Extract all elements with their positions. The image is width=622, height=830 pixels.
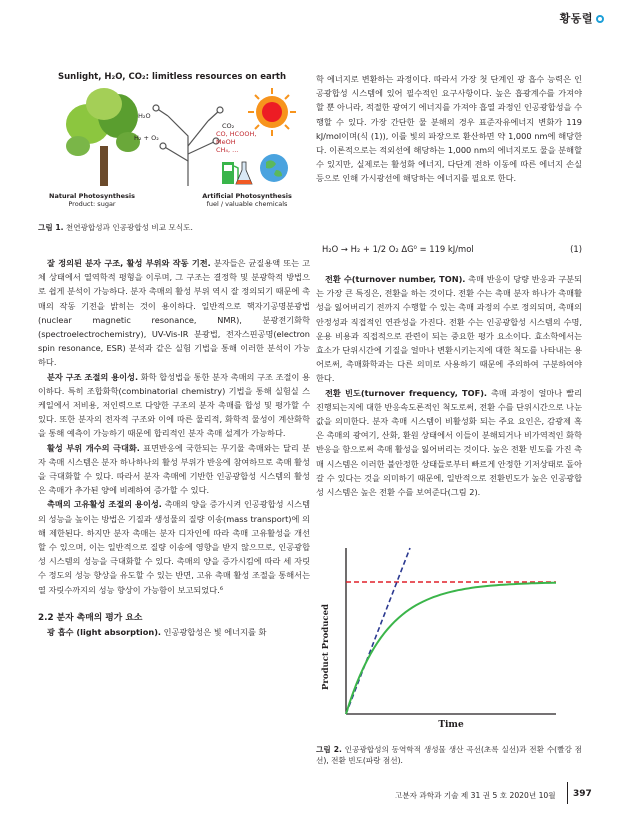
x-axis-label: Time	[438, 720, 464, 730]
paragraph-tof	[316, 386, 582, 500]
figure-2-caption	[316, 744, 582, 766]
artificial-tree-icon	[153, 105, 223, 186]
paragraph-text: 분자들은 균질용액 또는 고체 상태에서 열역학적 평형을 이루며, 그 구조는 결정학 및 분광학적 방법으로 쉽게 분석이 가능하다. 분자 촉매의 활성 부위 역시 잘 정의되기 때문에 촉매의 작동 기전을 밝히는 것이 용이하다. 일반적으로 핵자기공명분광법(nuclear magnetic resonance, NMR), 분광전기화학(spectroelectrochemistry), UV-Vis-IR 분광법, 전자스핀공명(electron spin resonance, ESR) 분석과 같은 실험 기법을 통해 이러한 분석이 가능하다.	[38, 258, 310, 368]
figure-1-caption	[38, 222, 310, 233]
paragraph-light-absorption	[38, 625, 310, 639]
paragraph-text: 인공광합성은 빛 에너지를 화	[161, 627, 267, 638]
paragraph-lead: 잘 정의된 분자 구조, 활성 부위와 작동 기전.	[47, 258, 211, 268]
natural-product-label: Product: sugar	[68, 200, 116, 208]
paragraph-intrinsic-activity	[38, 497, 310, 596]
products-label: CO, HCOOH, MeOH CH₄, ...	[216, 130, 257, 154]
author-name: 황동렬	[559, 12, 593, 25]
equation-1	[322, 244, 582, 254]
paragraph-lead: 광 흡수 (light absorption).	[47, 627, 162, 638]
y-axis-label-wrap	[314, 598, 338, 698]
paragraph-active-sites	[38, 441, 310, 498]
paragraph-text: 표면반응에 국한되는 무기물 촉매와는 달리 분자 촉매 시스템은 분자 하나하나의 활성 부위가 반응에 참여하므로 촉매 활성을 극대화할 수 있다. 따라서 분자 촉매에 기반한 인공광합성 시스템의 활성은 촉매가 추가된 양에 비례하여 증가할 수 있다.	[38, 442, 310, 496]
figure-2-caption-text: 인공광합성의 동역학적 생성물 생산 곡선(초록 실선)과 전환 수(빨강 점선), 전환 빈도(파랑 점선).	[316, 745, 582, 765]
fuel-pump-icon	[222, 162, 238, 184]
h2o-label: H₂O	[138, 112, 151, 120]
footer-divider	[567, 782, 568, 804]
artificial-product-label: fuel / valuable chemicals	[206, 200, 288, 208]
natural-tree-icon	[66, 88, 140, 186]
figure-1-title: Sunlight, H₂O, CO₂: limitless resources on earth	[57, 72, 287, 82]
y-axis-label: Product Produced	[321, 604, 331, 690]
figure-2-plot	[316, 538, 582, 736]
figure-1	[38, 66, 306, 212]
paragraph-ton	[316, 272, 582, 386]
equation-number: (1)	[570, 244, 582, 254]
co2-label: CO₂	[222, 122, 235, 130]
paragraph-lead: 전환 수(turnover number, TON).	[325, 274, 466, 284]
header-circle-icon	[596, 15, 604, 23]
figure-2	[316, 538, 582, 736]
journal-footer: 고분자 과학과 기술 제 31 권 5 호 2020년 10월	[395, 791, 556, 800]
natural-photosynthesis-label: Natural Photosynthesis	[49, 192, 135, 200]
right-column-top	[316, 72, 582, 186]
paragraph-lead: 분자 구조 조절의 용이성.	[47, 371, 139, 382]
figure-1-caption-number: 그림 1.	[38, 223, 64, 232]
right-column-body	[316, 272, 582, 499]
paragraph-light-absorption-continued: 학 에너지로 변환하는 과정이다. 따라서 가장 첫 단계인 광 흡수 능력은 인공광합성 시스템에 있어 필수적인 요구사항이다. 높은 흡광계수를 가져야 할 뿐 아니라, 적절한 광여기 에너지를 가져야 흡열 과정인 인공광합성을 수행할 수 있다. 가장 간단한 물 분해의 경우 표준자유에너지 변화가 119 kJ/mol이며(식 (1)), 이를 빛의 파장으로 환산하면 약 1,000 nm에 해당한다. 이론적으로는 적외선에 해당하는 1,000 nm의 에너지로도 물을 분해할 수 있지만, 실제로는 활성화 에너지, 다단계 전하 이동에 따른 에너지 손실 등으로 인해 가시광선에 해당하는 에너지를 필요로 한다.	[316, 74, 582, 184]
paragraph-structure	[38, 256, 310, 370]
figure-1-illustration	[38, 66, 306, 212]
paragraph-text: 화학 합성법을 통한 분자 촉매의 구조 조절이 용이하다. 특히 조합화학(combinatorial chemistry) 기법을 통해 실험실 스케일에서 저비용, 저인력으로 다양한 구조의 분자 촉매를 합성 및 평가할 수 있다. 또한 분자의 전자적 구조와 이에 따른 물리적, 화학적 물성이 계산화학을 통해 예측이 가능하기 때문에 합리적인 분자 촉매 설계가 가능하다.	[38, 371, 310, 439]
earth-icon	[260, 154, 288, 182]
h2-o2-label: H₂ + O₂	[134, 134, 159, 142]
paragraph-tunability	[38, 370, 310, 441]
paragraph-text: 촉매의 양을 증가시켜 인공광합성 시스템의 성능을 높이는 방법은 기질과 생성물의 질량 이송(mass transport)에 의해 제한된다. 하지만 분자 촉매는 분자 디자인에 따라 촉매 고유활성을 개선할 수 있으며, 이는 일반적으로 질량 이송에 영향을 받지 않으므로, 인공광합성 시스템의 성능을 극대화할 수 있다. 촉매의 양을 증가시킴에 따라 세 자릿수 정도의 성능 향상을 유도할 수 있는 반면, 고유 촉매 활성 조절을 통해서는 열 자릿수까지의 성능 향상이 가능함이 보고되었다.⁶	[38, 499, 310, 595]
figure-1-caption-text: 천연광합성과 인공광합성 비교 모식도.	[65, 223, 193, 232]
section-title: 2.2 분자 촉매의 평가 요소	[38, 612, 143, 623]
paragraph-lead: 활성 부위 개수의 극대화.	[47, 442, 140, 453]
sun-icon	[248, 88, 296, 136]
paragraph-lead: 촉매의 고유활성 조절의 용이성.	[47, 499, 162, 510]
page-number: 397	[573, 789, 592, 799]
paragraph-text: 촉매 반응이 당량 반응과 구분되는 가장 큰 특징은, 전환을 하는 것이다. 전환 수는 촉매 분자 하나가 촉매활성을 잃어버리기 전까지 수행할 수 있는 촉매 과정의 수로 정의되며, 촉매의 안정성과 직접적인 연관성을 가진다. 전환 수는 인공광합성 시스템의 수명, 운용 비용과 직접적으로 관련이 되는 중요한 평가 요소이다. 효소학에서는 효소가 단위시간에 기질을 얼마나 변환시키는지에 대한 척도를 나타내는 용어로써, 촉매화학과는 다른 의미로 사용하기 때문에 주의하여 구분하여야 한다.	[316, 274, 583, 384]
artificial-photosynthesis-label: Artificial Photosynthesis	[202, 192, 292, 200]
figure-2-caption-number: 그림 2.	[316, 745, 342, 754]
paragraph-text: 촉매 과정이 얼마나 빨리 진행되는지에 대한 반응속도론적인 척도로써, 전환 수를 단위시간으로 나눈 값을 의미한다. 분자 촉매 시스템이 비활성화 되는 주요 요인은, 감광제 혹은 촉매의 광여기, 산화, 환원 상태에서 이들이 분해되거나 비가역적인 화학반응을 함으로써 촉매 활성을 잃어버리는 것이다. 높은 전환 빈도를 가진 촉매 시스템은 이러한 불안정한 상태들로부터 빠르게 안정한 기저상태로 돌아갈 수 있다는 것을 의미하기 때문에, 일반적으로 전환빈도가 높은 인공광합성 시스템은 높은 전환 수를 보여준다(그림 2).	[316, 387, 583, 498]
left-column	[38, 256, 310, 639]
paragraph-lead: 전환 빈도(turnover frequency, TOF).	[325, 387, 488, 398]
equation-text: H₂O → H₂ + 1/2 O₂ ΔG⁰ = 119 kJ/mol	[322, 244, 474, 254]
author-header	[560, 10, 604, 26]
